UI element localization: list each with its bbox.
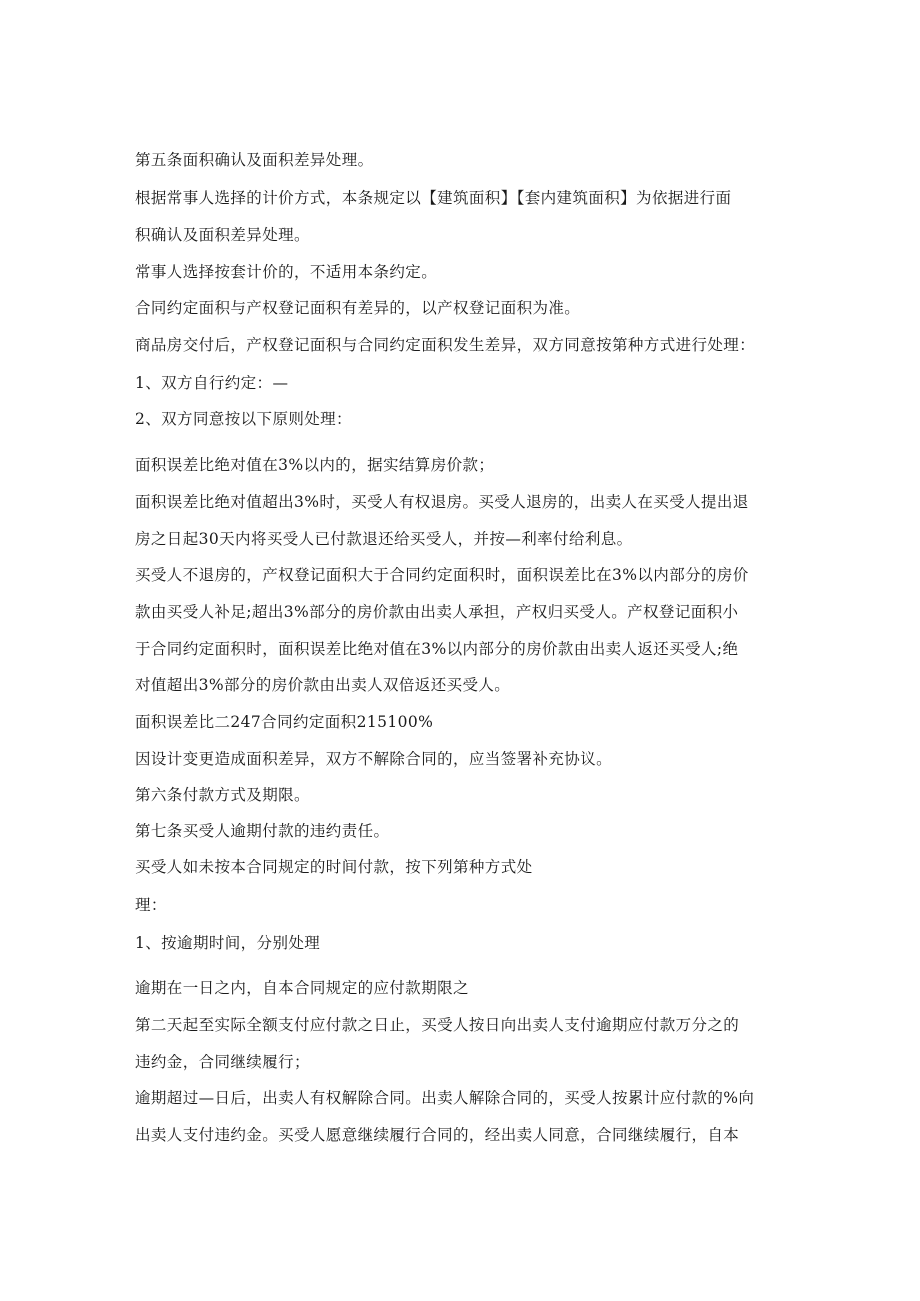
- text-line-24: 第二天起至实际全额支付应付款之日止，买受人按日向出卖人支付逾期应付款万分之的: [135, 1016, 740, 1034]
- text-line-16: 面积误差比二247合同约定面积215100%: [135, 713, 434, 731]
- text-line-9: 面积误差比绝对值在3%以内的，据实结算房价款；: [135, 456, 495, 474]
- text-line-27: 出卖人支付违约金。买受人愿意继续履行合同的，经出卖人同意，合同继续履行，自本: [135, 1126, 740, 1144]
- text-line-4: 常事人选择按套计价的，不适用本条约定。: [135, 263, 438, 281]
- text-line-18: 第六条付款方式及期限。: [135, 786, 310, 804]
- text-line-11: 房之日起30天内将买受人已付款退还给买受人，并按—利率付给利息。: [135, 530, 633, 548]
- text-line-13: 款由买受人补足;超出3%部分的房价款由出卖人承担，产权归买受人。产权登记面积小: [135, 603, 739, 621]
- text-line-17: 因设计变更造成面积差异，双方不解除合同的，应当签署补充协议。: [135, 750, 613, 768]
- text-line-21: 理：: [135, 896, 167, 914]
- text-line-6: 商品房交付后，产权登记面积与合同约定面积发生差异，双方同意按第种方式进行处理：: [135, 336, 756, 354]
- text-line-10: 面积误差比绝对值超出3%时，买受人有权退房。买受人退房的，出卖人在买受人提出退: [135, 493, 749, 511]
- text-line-22: 1、按逾期时间，分别处理: [135, 934, 321, 952]
- text-line-23: 逾期在一日之内，自本合同规定的应付款期限之: [135, 979, 469, 997]
- text-line-12: 买受人不退房的，产权登记面积大于合同约定面积时，面积误差比在3%以内部分的房价: [135, 566, 749, 584]
- text-line-19: 第七条买受人逾期付款的违约责任。: [135, 822, 390, 840]
- text-line-15: 对值超出3%部分的房价款由出卖人双倍返还买受人。: [135, 676, 511, 694]
- text-line-7: 1、双方自行约定：—: [135, 374, 289, 392]
- text-line-1: 第五条面积确认及面积差异处理。: [135, 151, 374, 169]
- text-line-3: 积确认及面积差异处理。: [135, 226, 310, 244]
- text-line-8: 2、双方同意按以下原则处理：: [135, 410, 352, 428]
- text-line-2: 根据常事人选择的计价方式，本条规定以【建筑面积】【套内建筑面积】为依据进行面: [135, 189, 732, 207]
- text-line-25: 违约金，合同继续履行；: [135, 1053, 310, 1071]
- text-line-14: 于合同约定面积时，面积误差比绝对值在3%以内部分的房价款由出卖人返还买受人;绝: [135, 640, 739, 658]
- text-line-20: 买受人如未按本合同规定的时间付款，按下列第种方式处: [135, 858, 533, 876]
- text-line-5: 合同约定面积与产权登记面积有差异的，以产权登记面积为准。: [135, 299, 581, 317]
- text-line-26: 逾期超过—日后，出卖人有权解除合同。出卖人解除合同的，买受人按累计应付款的%向: [135, 1089, 755, 1107]
